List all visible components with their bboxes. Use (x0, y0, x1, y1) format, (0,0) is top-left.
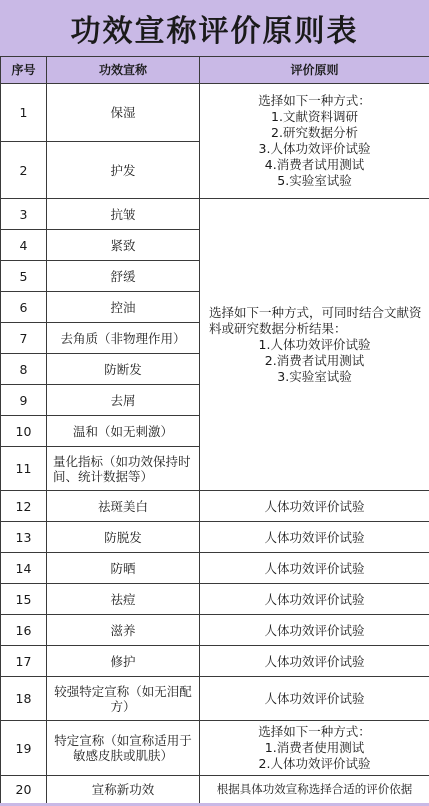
principle-line: 1.文献资料调研 (271, 109, 358, 124)
row-number: 18 (1, 677, 47, 721)
row-claim: 紧致 (47, 230, 200, 261)
row-number: 13 (1, 522, 47, 553)
principle-line: 选择如下一种方式： (258, 93, 371, 108)
row-claim: 祛斑美白 (47, 491, 200, 522)
table-row (1, 522, 429, 553)
row-claim: 抗皱 (47, 199, 200, 230)
row-number: 2 (1, 142, 47, 199)
principle-line: 2.人体功效评价试验 (258, 756, 371, 771)
row-number: 12 (1, 491, 47, 522)
principle-line: 1.人体功效评价试验 (258, 336, 371, 352)
row-number: 10 (1, 416, 47, 447)
row-number: 9 (1, 385, 47, 416)
row-claim: 修护 (47, 646, 200, 677)
row-principle: 人体功效评价试验 (200, 584, 429, 615)
row-number: 7 (1, 323, 47, 354)
row-number: 4 (1, 230, 47, 261)
table-header-row (1, 57, 429, 84)
principle-line: 选择如下一种方式，可同时结合文献资料或研究数据分析结果： (209, 304, 422, 336)
page-title: 功效宣称评价原则表 (0, 0, 429, 56)
row-claim: 宣称新功效 (47, 776, 200, 805)
row-number: 8 (1, 354, 47, 385)
row-claim: 去屑 (47, 385, 200, 416)
table-row (1, 84, 429, 142)
table-row (1, 615, 429, 646)
header-principle: 评价原则 (200, 57, 429, 84)
principle-group-2 (200, 199, 429, 491)
row-claim: 控油 (47, 292, 200, 323)
table-row (1, 776, 429, 805)
row-claim: 护发 (47, 142, 200, 199)
row-number: 11 (1, 447, 47, 491)
row-claim: 特定宣称（如宣称适用于敏感皮肤或肌肤） (47, 721, 200, 776)
principle-line: 4.消费者试用测试 (264, 157, 365, 172)
row-number: 19 (1, 721, 47, 776)
principle-line: 1.消费者使用测试 (264, 740, 365, 755)
table-row (1, 646, 429, 677)
row-number: 20 (1, 776, 47, 805)
table-row (1, 199, 429, 230)
row-claim: 温和（如无刺激） (47, 416, 200, 447)
principle-group-1 (200, 84, 429, 199)
principle-line: 2.研究数据分析 (271, 125, 358, 140)
evaluation-table (0, 56, 429, 806)
principle-line: 选择如下一种方式： (258, 724, 371, 739)
table-row (1, 677, 429, 721)
row-principle: 人体功效评价试验 (200, 491, 429, 522)
row-number: 1 (1, 84, 47, 142)
row-number: 16 (1, 615, 47, 646)
row-claim: 防断发 (47, 354, 200, 385)
row-claim: 较强特定宣称（如无泪配方） (47, 677, 200, 721)
row-claim: 去角质（非物理作用） (47, 323, 200, 354)
principle-line: 5.实验室试验 (277, 173, 352, 188)
row-number: 5 (1, 261, 47, 292)
header-number: 序号 (1, 57, 47, 84)
table-row (1, 553, 429, 584)
row-claim: 防晒 (47, 553, 200, 584)
row-principle: 人体功效评价试验 (200, 646, 429, 677)
row-principle: 人体功效评价试验 (200, 677, 429, 721)
row-number: 14 (1, 553, 47, 584)
principle-line: 3.人体功效评价试验 (258, 141, 371, 156)
principle-line: 2.消费者试用测试 (264, 352, 365, 368)
row-principle: 人体功效评价试验 (200, 522, 429, 553)
row-claim: 滋养 (47, 615, 200, 646)
header-claim: 功效宣称 (47, 57, 200, 84)
principle-group-19 (200, 721, 429, 776)
row-number: 3 (1, 199, 47, 230)
row-principle: 人体功效评价试验 (200, 615, 429, 646)
principle-line: 3.实验室试验 (277, 368, 352, 384)
row-number: 15 (1, 584, 47, 615)
table-row (1, 721, 429, 776)
row-claim: 保湿 (47, 84, 200, 142)
row-claim: 防脱发 (47, 522, 200, 553)
table-row (1, 584, 429, 615)
row-principle: 人体功效评价试验 (200, 553, 429, 584)
row-claim: 舒缓 (47, 261, 200, 292)
row-number: 6 (1, 292, 47, 323)
row-claim: 量化指标（如功效保持时间、统计数据等） (47, 447, 200, 491)
row-principle: 根据具体功效宣称选择合适的评价依据 (200, 776, 429, 805)
row-number: 17 (1, 646, 47, 677)
row-claim: 祛痘 (47, 584, 200, 615)
table-row (1, 491, 429, 522)
